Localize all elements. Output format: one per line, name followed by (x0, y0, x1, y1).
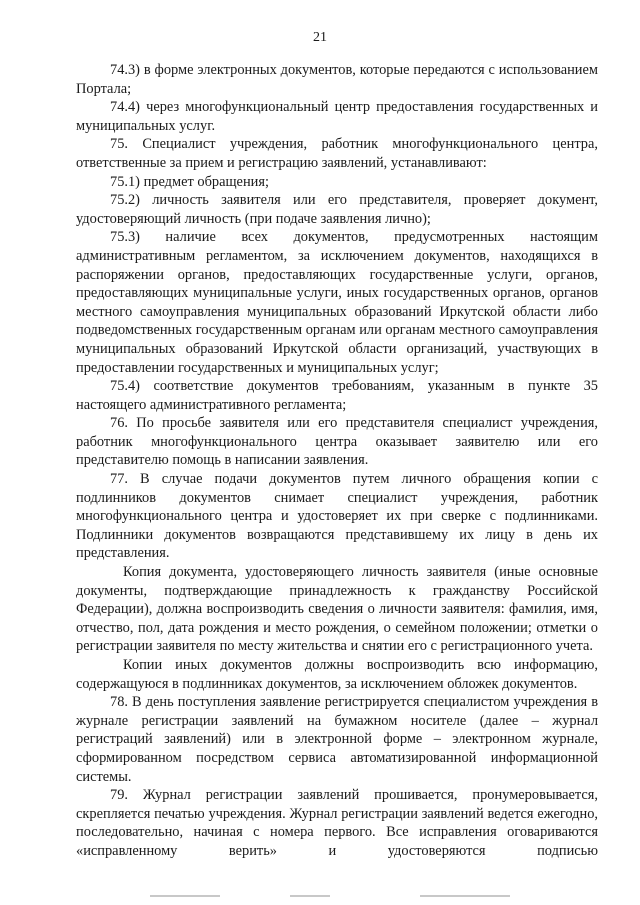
paragraph-75: 75. Специалист учреждения, работник многофункционального центра, ответственные за прием и регистрацию заявлений, устанавливают: (76, 136, 598, 171)
paragraph-74-3: 74.3) в форме электронных документов, которые передаются с использованием Портала; (76, 62, 598, 97)
paragraph-77-copy-identity: Копия документа, удостоверяющего личность заявителя (иные основные документы, подтверждающие принадлежность к гражданству Российской Федерации), должна воспроизводить сведения о личности заявителя: фамилия, имя, отчество, пол, дата рождения и место рождения, о семейном положении; отметки о регистрации заявителя по месту жительства и снятии его с регистрационного учета. (76, 564, 598, 655)
document-body (76, 61, 598, 861)
paragraph-75-4: 75.4) соответствие документов требованиям, указанным в пункте 35 настоящего административного регламента; (76, 378, 598, 413)
paragraph-74-4: 74.4) через многофункциональный центр предоставления государственных и муниципальных услуг. (76, 99, 598, 134)
page-number: 21 (313, 30, 327, 45)
paragraph-77-other-copies: Копии иных документов должны воспроизводить всю информацию, содержащуюся в подлинниках документов, за исключением обложек документов. (76, 657, 598, 692)
paragraph-76: 76. По просьбе заявителя или его представителя специалист учреждения, работник многофункционального центра оказывает заявителю или его представителю помощь в написании заявления. (76, 415, 598, 469)
paragraph-75-3: 75.3) наличие всех документов, предусмотренных настоящим административным регламентом, за исключением документов, находящихся в распоряжении органов, предоставляющих государственные услуги, органов, предоставляющих муниципальные услуги, иных государственных органов, органов местного самоуправления муниципальных образований Иркутской области либо подведомственных государственным органам или органам местного самоуправления муниципальных образований Иркутской области организаций, участвующих в предоставлении государственных и муниципальных услуг; (76, 229, 599, 376)
paragraph-78: 78. В день поступления заявление регистрируется специалистом учреждения в журнале регистрации заявлений на бумажном носителе (далее – журнал регистраций заявлений) или в электронной форме – электронном журнале, сформированном посредством сервиса автоматизированной информационной системы. (76, 694, 598, 785)
scan-edge-artifact (0, 895, 640, 899)
paragraph-75-1: 75.1) предмет обращения; (110, 173, 269, 190)
paragraph-75-2: 75.2) личность заявителя или его представителя, проверяет документ, удостоверяющий личность (при подаче заявления лично); (76, 192, 598, 227)
paragraph-79: 79. Журнал регистрации заявлений прошивается, пронумеровывается, скрепляется печатью учреждения. Журнал регистрации заявлений ведется ежегодно, последовательно, начиная с номера первого. Все исправления оговариваются «исправленному верить» и удостоверяются подписью (76, 787, 598, 859)
paragraph-77: 77. В случае подачи документов путем личного обращения копии с подлинников документов снимает специалист учреждения, работник многофункционального центра и удостоверяет их при сверке с подлинниками. Подлинники документов возвращаются представившему их лицу в день их представления. (76, 471, 598, 562)
